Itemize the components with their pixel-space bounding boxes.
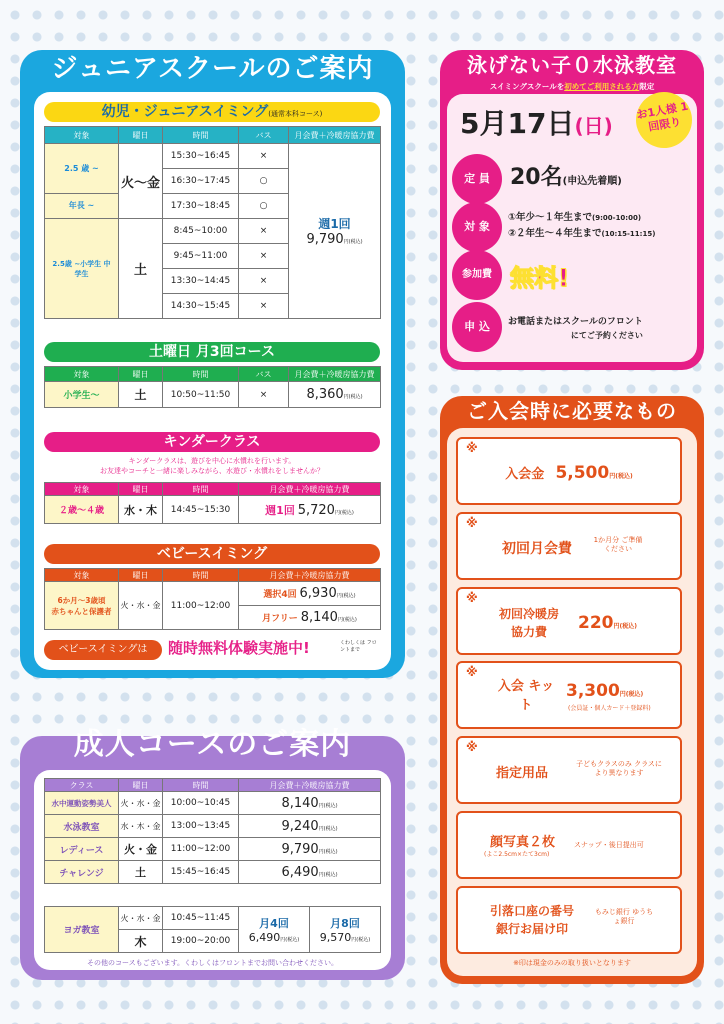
capacity-value: 20名(申込先着順): [510, 165, 622, 190]
target-cell: 2.5歳 ~小学生 中学生: [45, 219, 119, 319]
time-cell: 17:30~18:45: [163, 194, 239, 219]
zero-badge: お1人様 1回限り: [632, 88, 697, 153]
admission-title: ご入会時に必要なもの: [467, 399, 677, 423]
adult-price: 6,490: [281, 864, 319, 880]
fee-value: 無料!: [510, 264, 569, 292]
bus-cell: ○: [239, 169, 289, 194]
class-cell: 水中運動姿勢美人: [45, 792, 119, 815]
item-photo: [456, 811, 682, 879]
col-day: 曜日: [119, 483, 163, 496]
zero-subtitle: スイミングスクールを初めてご利用される方限定: [489, 82, 655, 91]
zero-date-text: 5月17日: [460, 107, 575, 140]
baby-price1: 6,930: [299, 586, 337, 601]
jr-swim-table: [44, 126, 381, 319]
col-time: 時間: [163, 779, 239, 792]
col-target: 対象: [45, 483, 119, 496]
target-label: 対 象: [452, 202, 502, 252]
target-cell: 2.5 歳 ~: [45, 144, 119, 194]
target-lines: ①年少～１年生まで(9:00-10:00) ②２年生～４年生まで(10:15-11:15): [508, 212, 656, 239]
bus-cell: ×: [239, 294, 289, 319]
target-cell: ２歳～４歳: [45, 496, 119, 524]
apply-text: お電話またはスクールのフロント にてご予約ください: [508, 317, 643, 340]
col-fee: 月会費＋冷暖房協力費: [289, 367, 381, 382]
bank-note: もみじ銀行 ゆうちょ銀行: [594, 908, 654, 926]
yoga-class-cell: ヨガ教室: [45, 907, 119, 953]
col-time: 時間: [163, 367, 239, 382]
apply-label: 申 込: [452, 302, 502, 352]
aircon-label: 初回冷暖房 協力費: [498, 607, 559, 639]
time-cell: 13:00~13:45: [163, 815, 239, 838]
col-bus: バス: [239, 367, 289, 382]
kinder-price-cell: [239, 496, 381, 524]
yoga-plan1: 月4回: [259, 917, 289, 930]
time-cell: 14:45~15:30: [163, 496, 239, 524]
adult-price: 8,140: [281, 795, 319, 811]
monthly-note: 1か月分 ご準備ください: [593, 536, 643, 554]
item-monthly: ※ 初回月会費 1か月分 ご準備ください: [456, 512, 682, 580]
yoga-price1: 6,490: [248, 931, 281, 944]
saturday-bar: 土曜日 月3回コース: [44, 342, 380, 362]
price-cell: [239, 838, 381, 861]
yoga-price2: 9,570: [319, 931, 352, 944]
day-cell: 土: [119, 219, 163, 319]
price-cell: [239, 815, 381, 838]
day-cell: 火・水・金: [119, 907, 163, 930]
goods-label: 指定用品: [496, 766, 549, 781]
time-cell: 10:50~11:50: [163, 382, 239, 408]
col-time: 時間: [163, 127, 239, 144]
adult-title: 成人コースのご案内: [73, 727, 352, 762]
jr-price: 9,790: [306, 232, 344, 247]
kinder-desc: キンダークラスは、遊びを中心に水慣れを行います。 お友達やコーチと一緒に楽しみながら、水遊び・水慣れをしませんか？: [100, 457, 324, 475]
photo-size: (よこ2.5cm×たて3cm): [484, 851, 550, 858]
baby-table: [44, 568, 381, 630]
kinder-table: [44, 482, 381, 524]
time-cell: 10:00~10:45: [163, 792, 239, 815]
day-cell: 火・水・金: [119, 792, 163, 815]
col-fee: 月会費＋冷暖房協力費: [239, 779, 381, 792]
day-cell: 木: [119, 930, 163, 953]
baby-trial-text: 随時無料体験実施中!: [168, 639, 310, 657]
time-cell: 11:00~12:00: [163, 582, 239, 630]
aircon-price: 220円(税込): [578, 613, 637, 633]
bus-cell: ×: [239, 244, 289, 269]
class-cell: 水泳教室: [45, 815, 119, 838]
fee-label: 参加費: [452, 250, 502, 300]
time-cell: 11:00~12:00: [163, 838, 239, 861]
zero-title: 泳げない子０水泳教室: [467, 53, 677, 77]
time-cell: 16:30~17:45: [163, 169, 239, 194]
sat-price-cell: [289, 382, 381, 408]
time-cell: 15:45~16:45: [163, 861, 239, 884]
col-fee: 月会費＋冷暖房協力費: [289, 127, 381, 144]
baby-unit: 円(税込): [337, 617, 357, 623]
col-target: 対象: [45, 127, 119, 144]
adult-unit: 円(税込): [318, 802, 338, 809]
col-day: 曜日: [119, 569, 163, 582]
jr-price-cell: [289, 144, 381, 319]
col-day: 曜日: [119, 779, 163, 792]
adult-unit: 円(税込): [318, 825, 338, 832]
price-cell: [239, 861, 381, 884]
bank-label: 引落口座の番号 銀行お届け印: [489, 904, 574, 936]
kinder-freq: 週1回: [265, 503, 295, 517]
jr-swim-note: (通常本科コース): [268, 110, 323, 118]
col-bus: バス: [239, 127, 289, 144]
admission-footer: ※印は現金のみの取り扱いとなります: [513, 959, 631, 967]
adult-price: 9,790: [281, 841, 319, 857]
adult-unit: 円(税込): [318, 871, 338, 878]
kit-note: (会員証・個人カード＋登録料): [568, 705, 651, 712]
adult-table: [44, 778, 381, 884]
baby-bar: ベビースイミング: [44, 544, 380, 564]
bus-cell: ×: [239, 144, 289, 169]
yoga-table: [44, 906, 381, 953]
yoga-plan1-cell: [239, 907, 310, 953]
baby-plan1: 選択4回: [263, 590, 297, 600]
target-cell: 小学生～: [45, 382, 119, 408]
day-cell: 土: [119, 382, 163, 408]
zero-weekday: (日): [574, 114, 613, 138]
col-day: 曜日: [119, 367, 163, 382]
capacity-label: 定 員: [452, 154, 502, 204]
time-cell: 15:30~16:45: [163, 144, 239, 169]
item-fee: ※ 入会金 5,500円(税込): [456, 437, 682, 505]
day-cell: 土: [119, 861, 163, 884]
yoga-unit: 円(税込): [280, 937, 300, 943]
col-target: 対象: [45, 367, 119, 382]
jr-freq: 週1回: [318, 217, 351, 231]
yoga-unit: 円(税込): [351, 937, 371, 943]
baby-trial-note: くわしくは フロントまで: [340, 640, 377, 653]
fee-text: 入会金 5,500円(税込): [505, 463, 633, 483]
col-class: クラス: [45, 779, 119, 792]
item-kit: ※ 入会 キット 3,300円(税込) (会員証・個人カード＋登録料): [456, 661, 682, 729]
col-time: 時間: [163, 569, 239, 582]
saturday-table: [44, 366, 381, 408]
jr-swim-title: 幼児・ジュニアスイミング: [101, 104, 269, 120]
jr-swim-bar: [44, 102, 380, 122]
baby-plan2-cell: [239, 606, 381, 630]
baby-plan1-cell: [239, 582, 381, 606]
day-cell: 水・木: [119, 496, 163, 524]
bus-cell: ○: [239, 194, 289, 219]
item-goods: ※ 指定用品 子どもクラスのみ クラスにより異なります: [456, 736, 682, 804]
item-bank: [456, 886, 682, 954]
photo-label: 顔写真２枚: [490, 835, 556, 850]
bus-cell: ×: [239, 219, 289, 244]
bus-cell: ×: [239, 269, 289, 294]
kinder-unit: 円(税込): [334, 509, 354, 516]
baby-plan2: 月フリー: [262, 614, 298, 624]
item-aircon: ※ 初回冷暖房 協力費 220円(税込): [456, 587, 682, 655]
time-cell: 8:45~10:00: [163, 219, 239, 244]
kinder-bar: キンダークラス: [44, 432, 380, 452]
photo-note: スナップ・後日提出可: [574, 841, 644, 849]
bus-cell: ×: [239, 382, 289, 408]
time-cell: 19:00~20:00: [163, 930, 239, 953]
col-day: 曜日: [119, 127, 163, 144]
day-cell: 水・木・金: [119, 815, 163, 838]
col-target: 対象: [45, 569, 119, 582]
adult-unit: 円(税込): [318, 848, 338, 855]
zero-date: [460, 102, 613, 142]
sat-unit: 円(税込): [343, 394, 363, 400]
kit-label: 入会 キット: [497, 679, 555, 713]
col-time: 時間: [163, 483, 239, 496]
target-cell: 年長 ~: [45, 194, 119, 219]
monthly-label: 初回月会費: [502, 541, 572, 557]
kit-price: 3,300円(税込): [566, 681, 644, 701]
time-cell: 14:30~15:45: [163, 294, 239, 319]
adult-footer: その他のコースもございます。くわしくはフロントまでお問い合わせください。: [86, 959, 339, 967]
class-cell: レディース: [45, 838, 119, 861]
day-cell: 火～金: [119, 144, 163, 219]
sat-price: 8,360: [306, 387, 344, 402]
time-cell: 10:45~11:45: [163, 907, 239, 930]
jr-unit: 円(税込): [343, 239, 363, 245]
adult-price: 9,240: [281, 818, 319, 834]
col-fee: 月会費＋冷暖房協力費: [239, 483, 381, 496]
class-cell: チャレンジ: [45, 861, 119, 884]
baby-unit: 円(税込): [336, 593, 356, 599]
goods-note: 子どもクラスのみ クラスにより異なります: [576, 760, 662, 778]
price-cell: [239, 792, 381, 815]
baby-price2: 8,140: [300, 610, 338, 625]
yoga-plan2-cell: [310, 907, 381, 953]
target-cell: 6か月～3歳頃 赤ちゃんと保護者: [45, 582, 119, 630]
yoga-plan2: 月8回: [330, 917, 360, 930]
time-cell: 9:45~11:00: [163, 244, 239, 269]
col-fee: 月会費＋冷暖房協力費: [239, 569, 381, 582]
day-cell: 火・水・金: [119, 582, 163, 630]
kinder-price: 5,720: [297, 502, 335, 518]
junior-title: ジュニアスクールのご案内: [51, 54, 374, 84]
time-cell: 13:30~14:45: [163, 269, 239, 294]
baby-trial-label: ベビースイミングは: [44, 640, 162, 660]
day-cell: 火・金: [119, 838, 163, 861]
